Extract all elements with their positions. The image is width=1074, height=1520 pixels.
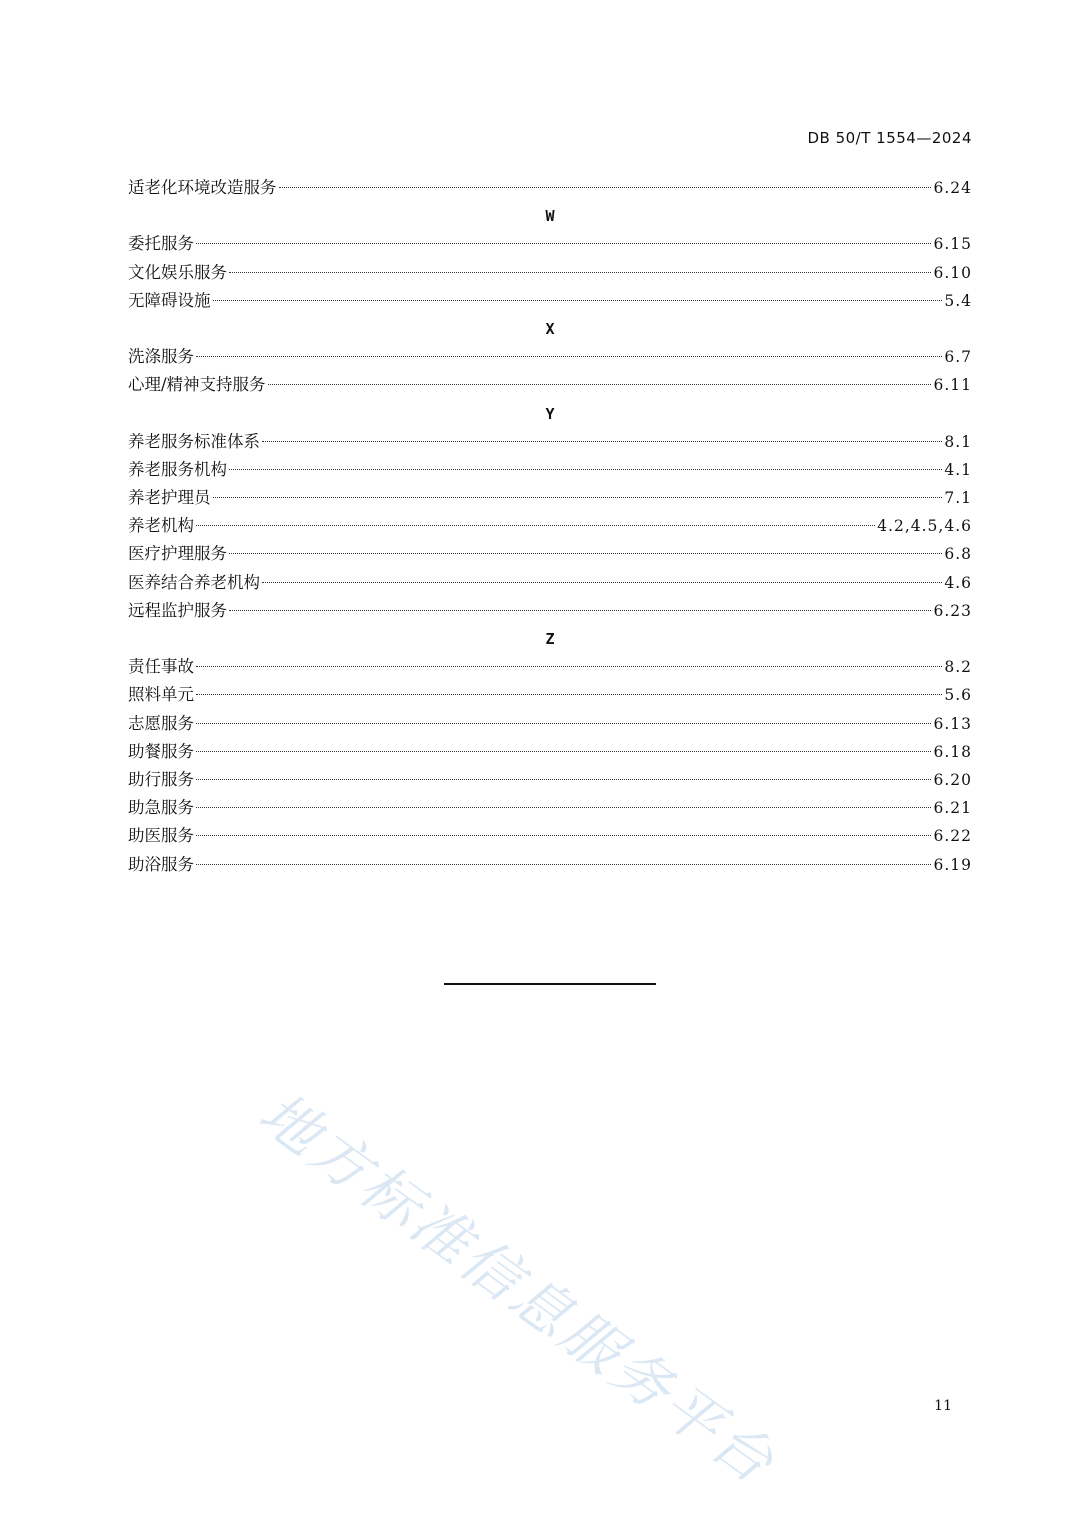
entry-term: 助行服务 — [128, 769, 194, 789]
entry-reference: 6.13 — [933, 714, 972, 733]
dot-leader — [262, 582, 942, 583]
index-entry — [128, 822, 972, 850]
entry-term: 责任事故 — [128, 657, 194, 677]
entry-reference: 6.23 — [933, 601, 972, 620]
entry-reference: 6.21 — [933, 799, 972, 818]
entry-reference: 6.22 — [933, 827, 972, 846]
entry-term: 志愿服务 — [128, 713, 194, 733]
index-entry — [128, 794, 972, 822]
entry-term: 养老机构 — [128, 516, 194, 536]
dot-leader — [196, 694, 942, 695]
entry-term: 助浴服务 — [128, 854, 194, 874]
entry-reference: 8.2 — [944, 658, 972, 677]
entry-reference: 6.24 — [933, 179, 972, 197]
entry-term: 委托服务 — [128, 234, 194, 254]
dot-leader — [196, 666, 942, 667]
index-entry — [128, 371, 972, 399]
index-entry — [128, 343, 972, 371]
dot-leader — [262, 441, 942, 442]
dot-leader — [196, 835, 931, 836]
dot-leader — [229, 272, 931, 273]
entry-term: 助急服务 — [128, 798, 194, 818]
entry-reference: 8.1 — [944, 432, 972, 451]
end-rule — [444, 983, 656, 985]
entry-term: 医疗护理服务 — [128, 544, 227, 564]
dot-leader — [196, 356, 942, 357]
entry-reference: 7.1 — [944, 489, 972, 508]
dot-leader — [196, 807, 931, 808]
entry-reference: 6.18 — [933, 742, 972, 761]
dot-leader — [268, 384, 932, 385]
entry-reference: 6.8 — [944, 545, 972, 564]
section-letter: Y — [545, 404, 555, 423]
entry-reference: 6.20 — [933, 770, 972, 789]
entry-term: 养老护理员 — [128, 488, 211, 508]
entry-term: 文化娱乐服务 — [128, 262, 227, 282]
dot-leader — [196, 751, 931, 752]
index-entry — [128, 738, 972, 766]
index-entry — [128, 681, 972, 709]
entry-reference: 4.6 — [944, 573, 972, 592]
section-letter: X — [545, 319, 555, 338]
index-entry — [128, 710, 972, 738]
index-entry — [128, 766, 972, 794]
index-entry — [128, 230, 972, 258]
index-entry — [128, 653, 972, 681]
entry-reference: 4.2,4.5,4.6 — [877, 517, 972, 536]
entry-reference: 5.6 — [944, 686, 972, 705]
dot-leader — [196, 723, 931, 724]
index-entry — [128, 287, 972, 315]
dot-leader — [213, 497, 943, 498]
dot-leader — [229, 553, 942, 554]
index-entry — [128, 174, 972, 202]
entry-term: 养老服务机构 — [128, 459, 227, 479]
dot-leader — [229, 610, 931, 611]
entry-term: 适老化环境改造服务 — [128, 178, 277, 197]
index-entry — [128, 569, 972, 597]
entry-reference: 6.7 — [944, 348, 972, 367]
index-entry — [128, 259, 972, 287]
dot-leader — [196, 779, 931, 780]
entry-reference: 4.1 — [944, 460, 972, 479]
dot-leader — [196, 525, 875, 526]
watermark: 地方标准信息服务平台 — [247, 1078, 789, 1498]
entry-term: 洗涤服务 — [128, 347, 194, 367]
dot-leader — [196, 864, 931, 865]
index-entry — [128, 851, 972, 879]
dot-leader — [196, 243, 931, 244]
section-letter: Z — [545, 630, 555, 648]
dot-leader — [279, 187, 932, 188]
index-entry — [128, 540, 972, 568]
index-entry — [128, 428, 972, 456]
entry-reference: 6.15 — [933, 235, 972, 254]
dot-leader — [213, 300, 943, 301]
entry-reference: 6.10 — [933, 263, 972, 282]
entry-term: 医养结合养老机构 — [128, 572, 260, 592]
index-entry — [128, 512, 972, 540]
entry-reference: 6.11 — [933, 376, 972, 395]
entry-term: 照料单元 — [128, 685, 194, 705]
entry-term: 助医服务 — [128, 826, 194, 846]
entry-term: 无障碍设施 — [128, 290, 211, 310]
index-list — [128, 174, 972, 879]
entry-reference: 6.19 — [933, 855, 972, 874]
section-letter: W — [545, 207, 555, 226]
dot-leader — [229, 469, 942, 470]
index-entry — [128, 456, 972, 484]
entry-term: 助餐服务 — [128, 741, 194, 761]
index-entry — [128, 597, 972, 625]
entry-term: 远程监护服务 — [128, 600, 227, 620]
page-number: 11 — [934, 1398, 952, 1414]
document-code: DB 50/T 1554—2024 — [807, 129, 972, 147]
entry-reference: 5.4 — [944, 291, 972, 310]
index-entry — [128, 484, 972, 512]
entry-term: 养老服务标准体系 — [128, 431, 260, 451]
entry-term: 心理/精神支持服务 — [128, 375, 266, 395]
